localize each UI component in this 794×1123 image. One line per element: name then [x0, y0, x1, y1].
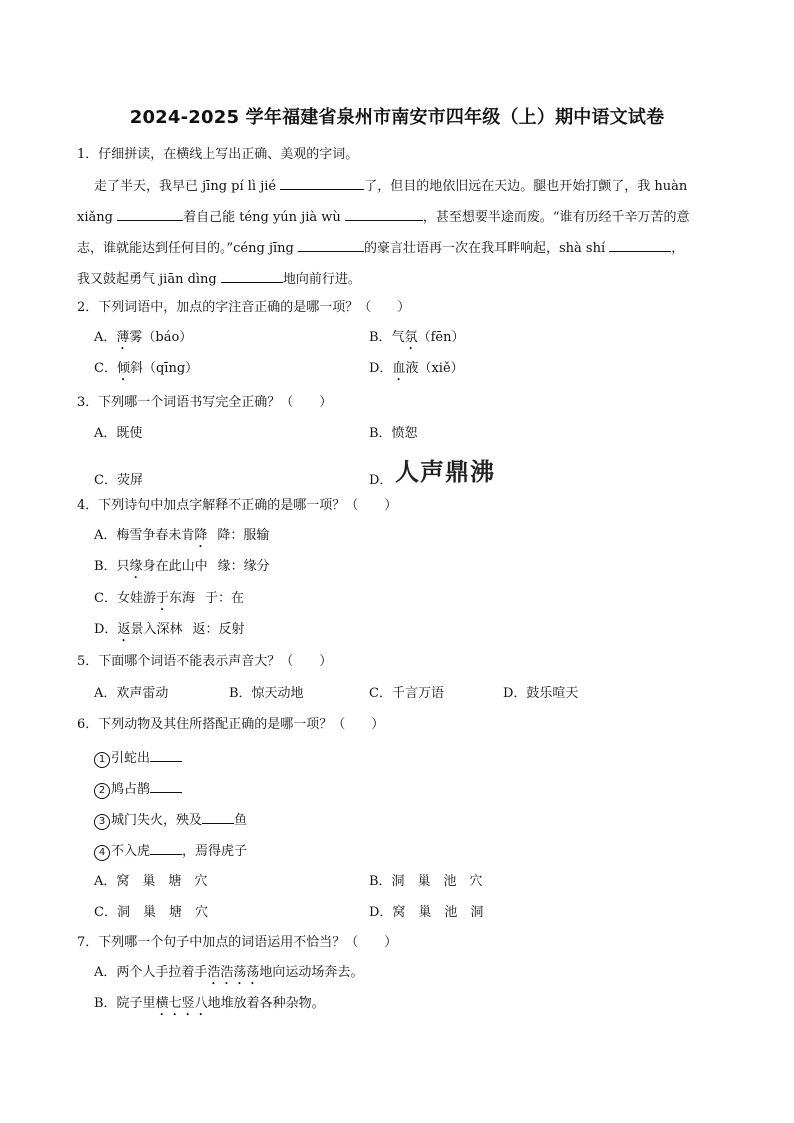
q6-option-b[interactable]: B．洞 巢 池 穴: [369, 874, 483, 889]
question-3-stem: 3．下列哪一个词语书写完全正确？（ ）: [77, 395, 333, 410]
option-label: A．: [94, 330, 117, 345]
question-1-line-4: [77, 269, 361, 289]
q1-text: ，甚至想要半途而废。“谁有历经千辛万苦的意: [422, 210, 690, 225]
q4-option-a[interactable]: [94, 527, 269, 551]
question-1-line-1: [94, 176, 687, 196]
option-text: B．只: [94, 559, 130, 574]
q1-text: xiǎng: [77, 210, 118, 225]
dotted-char: 返: [117, 622, 131, 637]
dotted-char: 倾: [116, 361, 130, 376]
question-5-stem: 5．下面哪个词语不能表示声音大？（ ）: [77, 654, 333, 669]
question-1-line-3: [77, 238, 684, 258]
q3-option-c[interactable]: C．荧屏: [94, 473, 143, 488]
question-4-stem: 4．下列诗句中加点字解释不正确的是哪一项？（ ）: [77, 498, 398, 513]
item-text: 城门失火，殃及: [111, 813, 203, 828]
answer-blank[interactable]: [298, 238, 364, 252]
option-text: 斜（qīng）: [129, 361, 199, 376]
q5-option-a[interactable]: A．欢声雷动: [94, 686, 169, 701]
item-text: 鸠占鹊: [111, 782, 151, 797]
dotted-char: 氛: [404, 330, 418, 345]
q1-text: 着自己能 téng yún jià wù: [183, 210, 345, 225]
item-text: 引蛇出: [111, 751, 151, 766]
q2-option-a[interactable]: [94, 329, 192, 353]
q4-option-b[interactable]: [94, 558, 270, 582]
option-label: D．: [94, 622, 118, 637]
dotted-char: 降: [194, 528, 208, 543]
q6-item-1: [94, 748, 182, 768]
q7-option-a[interactable]: [94, 964, 363, 988]
q5-option-b[interactable]: B．惊天动地: [229, 686, 304, 701]
q3-option-a[interactable]: A．既使: [94, 426, 143, 441]
option-text: （fēn）: [417, 330, 465, 345]
circled-number: 3: [94, 814, 110, 830]
option-text: 地向运动场奔去。: [259, 965, 364, 980]
q4-option-c[interactable]: [94, 590, 244, 614]
option-label: B．气: [369, 330, 405, 345]
answer-blank[interactable]: [609, 238, 671, 252]
option-explanation: 返：反射: [192, 622, 245, 637]
q1-text: 走了半天，我早已 jīng pí lì jié: [94, 179, 281, 194]
dotted-char: 血: [392, 361, 406, 376]
q1-text: 的豪言壮语再一次在我耳畔响起，shà shí: [363, 241, 610, 256]
q6-item-3: [94, 810, 247, 830]
q6-option-d[interactable]: D．窝 巢 池 洞: [369, 905, 484, 920]
answer-blank[interactable]: [221, 269, 283, 283]
question-1-line-2: [77, 207, 690, 227]
q1-text: 了，但目的地依旧远在天边。腿也开始打颤了，我 huàn: [364, 179, 688, 194]
answer-blank[interactable]: [345, 207, 423, 221]
q1-text: 我又鼓起勇气 jiān dìng: [77, 272, 221, 287]
option-text: 身在此山中: [142, 559, 208, 574]
option-text: A．两个人手拉着手: [94, 965, 208, 980]
q6-item-4: [94, 841, 247, 861]
item-text: 不入虎: [111, 844, 151, 859]
q1-text: ，: [671, 241, 685, 256]
q6-option-c[interactable]: C．洞 巢 塘 穴: [94, 905, 208, 920]
q3-option-b[interactable]: B．愤恕: [369, 426, 418, 441]
option-text: 东海: [168, 591, 195, 606]
answer-blank[interactable]: [150, 779, 182, 793]
option-text: 地堆放着各种杂物。: [207, 996, 325, 1011]
question-1-stem: 1．仔细拼读，在横线上写出正确、美观的字词。: [77, 147, 359, 162]
q2-option-d[interactable]: [369, 360, 464, 384]
dotted-char: 于: [155, 591, 169, 606]
q1-text: 志，谁就能达到任何目的。”céng jīng: [77, 241, 298, 256]
q3-option-d[interactable]: D．: [369, 473, 393, 488]
question-6-stem: 6．下列动物及其住所搭配正确的是哪一项？（ ）: [77, 717, 385, 732]
option-text: B．院子里: [94, 996, 156, 1011]
q5-option-c[interactable]: C．千言万语: [369, 686, 444, 701]
option-explanation: 缘：缘分: [217, 559, 270, 574]
option-text: 液（xiě）: [405, 361, 464, 376]
q6-option-a[interactable]: A．窝 巢 塘 穴: [94, 874, 208, 889]
circled-number: 4: [94, 845, 110, 861]
option-explanation: 降：服输: [217, 528, 270, 543]
answer-blank[interactable]: [280, 176, 364, 190]
question-2-stem: 2．下列词语中，加点的字注音正确的是哪一项？（ ）: [77, 300, 411, 315]
dotted-char: 薄: [116, 330, 130, 345]
circled-number: 2: [94, 783, 110, 799]
q2-option-b[interactable]: [369, 329, 464, 353]
q6-item-2: [94, 779, 182, 799]
answer-blank[interactable]: [117, 207, 183, 221]
page-title: 2024-2025 学年福建省泉州市南安市四年级（上）期中语文试卷: [129, 107, 665, 128]
option-label: C．: [94, 361, 117, 376]
q4-option-d[interactable]: [94, 621, 244, 645]
answer-blank[interactable]: [150, 841, 182, 855]
option-text: 景入深林: [130, 622, 183, 637]
option-label: D．: [369, 361, 393, 376]
option-text: C．女娃游: [94, 591, 156, 606]
q3-option-d-image: 人声鼎沸: [395, 458, 495, 486]
answer-blank[interactable]: [202, 810, 234, 824]
q1-text: 地向前行进。: [282, 272, 361, 287]
dotted-word: 横七竖八: [155, 996, 208, 1011]
item-text: 鱼: [234, 813, 248, 828]
dotted-char: 缘: [129, 559, 143, 574]
circled-number: 1: [94, 752, 110, 768]
item-text: ，焉得虎子: [182, 844, 248, 859]
option-explanation: 于：在: [204, 591, 244, 606]
q2-option-c[interactable]: [94, 360, 198, 384]
q5-option-d[interactable]: D．鼓乐喧天: [503, 686, 579, 701]
dotted-word: 浩浩荡荡: [207, 965, 260, 980]
option-text: A．梅雪争春未肯: [94, 528, 195, 543]
option-text: 雾（báo）: [129, 330, 193, 345]
answer-blank[interactable]: [150, 748, 182, 762]
question-7-stem: 7．下列哪一个句子中加点的词语运用不恰当？（ ）: [77, 935, 398, 950]
q7-option-b[interactable]: [94, 995, 325, 1019]
